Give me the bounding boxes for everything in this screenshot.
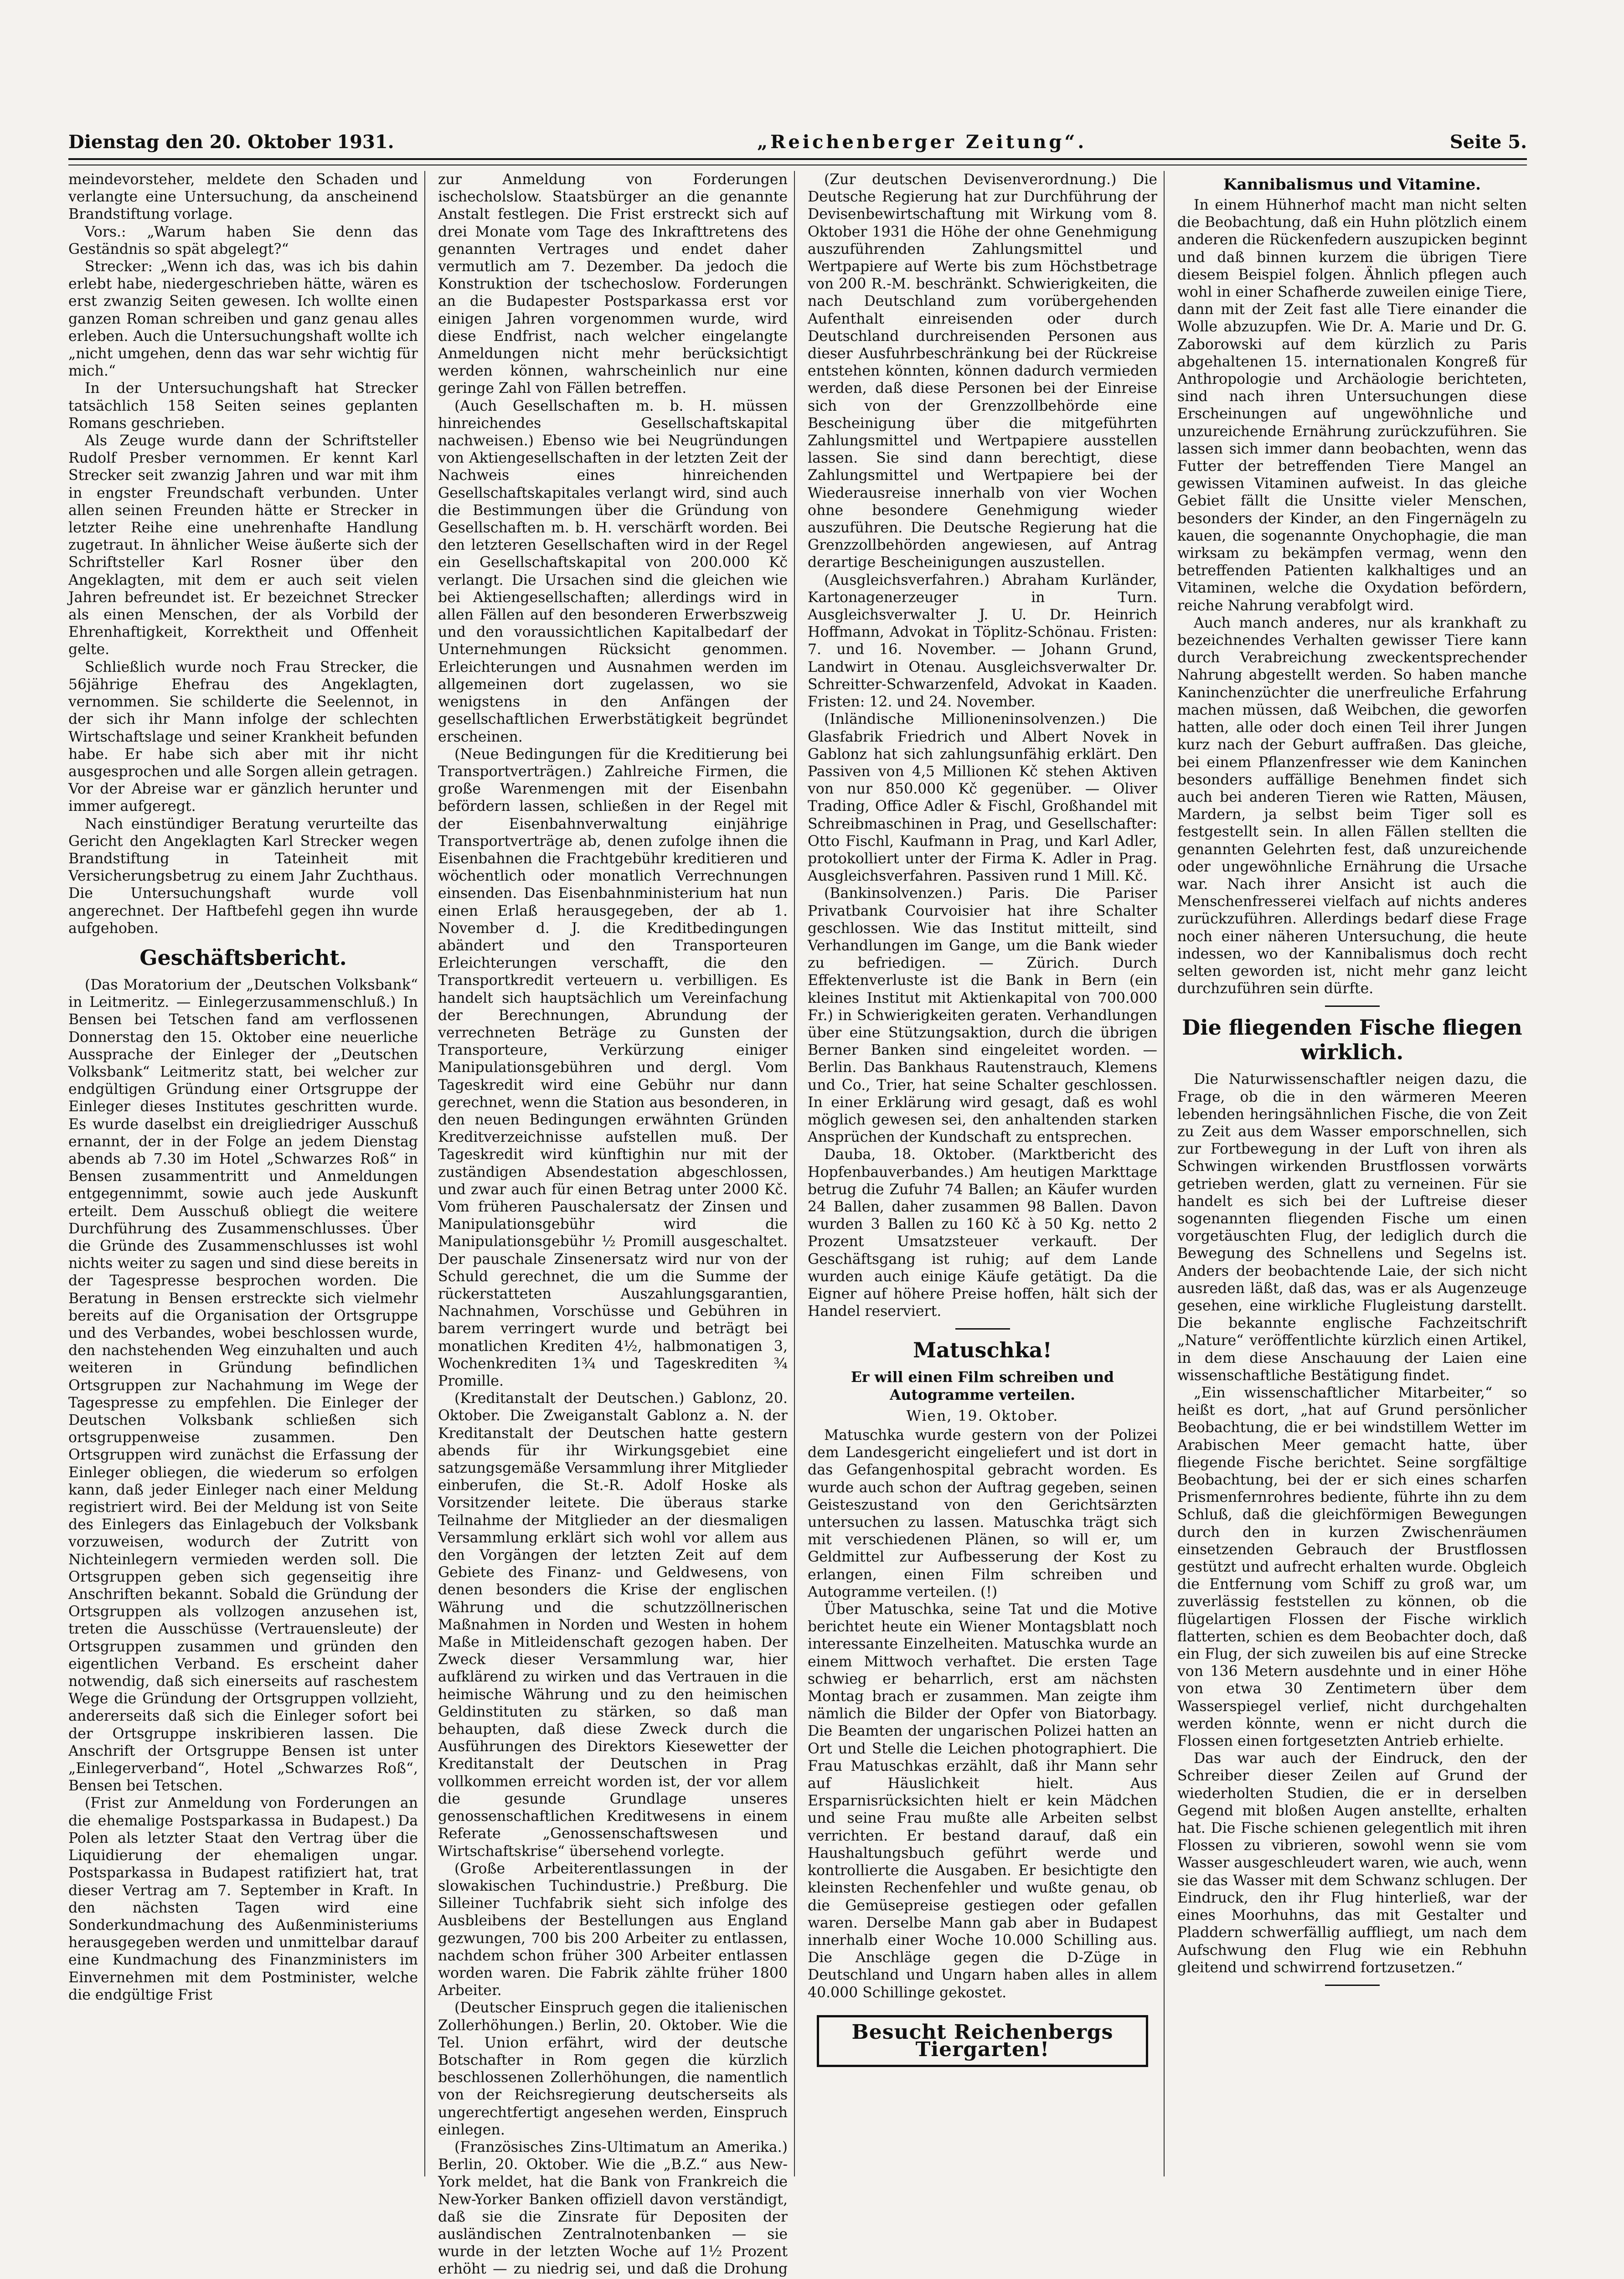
paragraph: In einem Hühnerhof macht man nicht selten die Beobachtung, daß ein Huhn plötzlich einem anderen die Rückenfedern auszupicken beginnt und daß binnen kurzem die übrigen Tiere diesem Beispiel folgen. Ähnlich pflegen auch wohl in einer Schafherde zuweilen einige Tiere, dann mit der Zeit fast alle Tiere einander die Wolle abzuzupfen. Wie Dr. A. Marie und Dr. G. Zaborowski auf dem kürzlich zu Paris abgehaltenen 15. internationalen Kongreß für Anthropologie und Archäologie berichteten, sind nach ihren Untersuchungen diese Erscheinungen auf ungewöhnliche und unzureichende Ernährung zurückzuführen. Sie lassen sich immer dann beobachten, wenn das Futter der betreffenden Tiere Mangel an gewissen Vitaminen aufweist. In das gleiche Gebiet fällt die Unsitte vieler Menschen, besonders der Kinder, an den Fingernägeln zu kauen, die sogenannte Onychophagie, die man wirksam zu bekämpfen vermag, wenn den betreffenden Patienten kalkhaltiges und an Vitaminen, welche die Oxydation befördern, reiche Nahrung verabfolgt wird.	[1177, 197, 1527, 614]
section-heading: Geschäftsbericht.	[139, 945, 347, 970]
article-heading: Die fliegenden Fische fliegen wirklich.	[1182, 1015, 1522, 1065]
separator	[955, 1328, 1010, 1330]
page-number: Seite 5.	[1449, 131, 1527, 153]
article-heading: Kannibalismus und Vitamine.	[1223, 175, 1481, 194]
paragraph: (Zur deutschen Devisenverordnung.) Die Deutsche Regierung hat zur Durchführung der Devisenbewirtschaftung mit Wirkung vom 8. Oktober 1931 die Höhe der ohne Genehmigung auszuführenden Zahlungsmittel und Wertpapiere auf Werte bis zum Höchstbetrage von 200 R.-M. beschränkt. Schwierigkeiten, die nach Deutschland zum vorübergehenden Aufenthalt einreisenden oder durch Deutschland durchreisenden Personen aus dieser Ausfuhrbeschränkung bei der Rückreise entstehen könnten, können dadurch vermieden werden, daß diese Personen bei der Einreise sich von der Grenzzollbehörde eine Bescheinigung über die mitgeführten Zahlungsmittel und Wertpapiere ausstellen lassen. Sie sind dann berechtigt, diese Zahlungsmittel und Wertpapiere bei der Wiederausreise innerhalb von vier Wochen ohne besondere Genehmigung wieder auszuführen. Die Deutsche Regierung hat die Grenzzollbehörden angewiesen, auf Antrag derartige Bescheinigungen auszustellen.	[808, 171, 1157, 571]
paragraph: Schließlich wurde noch Frau Strecker, die 56jährige Ehefrau des Angeklagten, vernommen. Sie schilderte die Seelennot, in der sich ihr Mann infolge der schlechten Wirtschaftslage und seiner Krankheit befunden habe. Er habe sich aber mit ihr nicht ausgesprochen und alle Sorgen allein getragen. Vor der Abreise war er gänzlich herunter und immer aufgeregt.	[68, 659, 418, 815]
paragraph: (Französisches Zins-Ultimatum an Amerika.) Berlin, 20. Oktober. Wie die „B.Z.“ aus New-York meldet, hat die Bank von Frankreich die New-Yorker Banken offiziell davon verständigt, daß sie die Zinsrate für Depositen der ausländischen Zentralnotenbanken — sie wurde in der letzten Woche auf 1½ Prozent erhöht — zu niedrig sei, und daß die Drohung	[438, 2139, 788, 2278]
paragraph: Dauba, 18. Oktober. (Marktbericht des Hopfenbauverbandes.) Am heutigen Markttage betrug die Zufuhr 74 Ballen; an Käufer wurden 24 Ballen, daher zusammen 98 Ballen. Davon wurden 3 Ballen zu 160 Kč à 50 Kg. netto 2 Prozent Umsatzsteuer verkauft. Der Geschäftsgang ist ruhig; auf dem Lande wurden auch einige Käufe getätigt. Da die Eigner auf höhere Preise hoffen, hält sich der Handel reserviert.	[808, 1146, 1157, 1320]
separator	[1325, 1005, 1380, 1007]
paragraph: „Ein wissenschaftlicher Mitarbeiter,“ so heißt es dort, „hat auf Grund persönlicher Beobachtung, die er bei windstillem Wetter im Arabischen Meer gemacht hatte, über fliegende Fische berichtet. Seine sorgfältige Beobachtung, bei der er sich eines scharfen Prismenfernrohres bediente, führte ihn zu dem Schluß, daß die gleichförmigen Bewegungen durch den in kurzen Zwischenräumen einsetzenden Gebrauch der Brustflossen gestützt und aufrecht erhalten wurde. Obgleich die Entfernung vom Schiff zu groß war, um zuverlässig feststellen zu können, ob die flügelartigen Flossen der Fische wirklich flatterten, schien es dem Beobachter doch, daß ein Flug, der sich zuweilen bis auf eine Strecke von 136 Metern ausdehnte und in einer Höhe von etwa 30 Zentimetern über dem Wasserspiegel verlief, nicht durchgehalten werden könnte, wenn er nicht durch die Flossen einen fortgesetzten Antrieb erhielte.	[1177, 1385, 1527, 1750]
paragraph: (Große Arbeiterentlassungen in der slowakischen Tuchindustrie.) Preßburg. Die Silleiner Tuchfabrik sieht sich infolge des Ausbleibens der Bestellungen aus England gezwungen, 700 bis 200 Arbeiter zu entlassen, nachdem schon früher 300 Arbeiter entlassen worden waren. Die Fabrik zählte früher 1800 Arbeiter.	[438, 1860, 788, 1999]
dateline: Wien, 19. Oktober.	[906, 1408, 1059, 1424]
column-4	[1177, 171, 1527, 2176]
advertisement: Besucht Reichenbergs Tiergarten!	[817, 2015, 1148, 2067]
paragraph: In der Untersuchungshaft hat Strecker tatsächlich 158 Seiten seines geplanten Romans geschrieben.	[68, 380, 418, 432]
paragraph: (Das Moratorium der „Deutschen Volksbank“ in Leitmeritz. — Einlegerzusammenschluß.) In Bensen bei Tetschen fand am verflossenen Donnerstag den 15. Oktober eine neuerliche Aussprache der Einleger der „Deutschen Volksbank“ Leitmeritz statt, bei welcher zur endgültigen Gründung einer Ortsgruppe der Einleger dieses Institutes geschritten wurde. Es wurde daselbst ein dreigliedriger Ausschuß ernannt, der in der Folge an jedem Dienstag abends ab 7.30 im Hotel „Schwarzes Roß“ in Bensen zusammentritt und Anmeldungen entgegennimmt, sowie auch jede Auskunft erteilt. Dem Ausschuß obliegt die weitere Durchführung des Zusammenschlusses. Über die Gründe des Zusammenschlusses ist wohl nichts weiter zu sagen und sind diese bereits in der Tagespresse besprochen worden. Die Beratung in Bensen erstreckte sich vielmehr bereits auf die Organisation der Ortsgruppe und des Verbandes, wobei beschlossen wurde, den nachstehenden Weg einzuhalten und auch weiteren in Gründung befindlichen Ortsgruppen zur Nachahmung im Wege der Tagespresse zu empfehlen. Die Einleger der Deutschen Volksbank schließen sich ortsgruppenweise zusammen. Den Ortsgruppen wird zunächst die Erfassung der Einleger obliegen, die wiederum so erfolgen kann, daß jeder Einleger nach einer Meldung registriert wird. Bei der Meldung ist von Seite des Einlegers das Einlagebuch der Volksbank vorzuweisen, wodurch der Zutritt von Nichteinlegern vermieden werden soll. Die Ortsgruppen geben sich gegenseitig ihre Anschriften bekannt. Sobald die Gründung der Ortsgruppen als vollzogen anzusehen ist, treten die Ausschüsse (Vertrauensleute) der Ortsgruppen zusammen und gründen den eigentlichen Verband. Es erscheint daher notwendig, daß sich einerseits auf raschestem Wege die Gründung der Ortsgruppen vollzieht, andererseits daß sich die Einleger sofort bei der Ortsgruppe inskribieren lassen. Die Anschrift der Ortsgruppe Bensen ist unter „Einlegerverband“, Hotel „Schwarzes Roß“, Bensen bei Tetschen.	[68, 976, 418, 1794]
paragraph: zur Anmeldung von Forderungen ischecholslow. Staatsbürger an die genannte Anstalt festlegen. Die Frist erstreckt sich auf drei Monate vom Tage des Inkrafttretens des genannten Vertrages und endet daher vermutlich am 7. Dezember. Da jedoch die Konstruktion der tschechoslow. Forderungen an die Budapester Postsparkassa erst vor einigen Jahren vorgenommen wurde, wird diese Endfrist, nach welcher eingelangte Anmeldungen nicht mehr berücksichtigt werden können, wahrscheinlich nur eine geringe Zahl von Fällen betreffen.	[438, 171, 788, 397]
paragraph: (Inländische Millioneninsolvenzen.) Die Glasfabrik Friedrich und Albert Novek in Gablonz hat sich zahlungsunfähig erklärt. Den Passiven von 4,5 Millionen Kč stehen Aktiven von nur 850.000 Kč gegenüber. — Oliver Trading, Office Adler & Fischl, Großhandel mit Schreibmaschinen in Prag, und Gesellschafter: Otto Fischl, Kaufmann in Prag, und Karl Adler, protokolliert unter der Firma K. Adler in Prag. Ausgleichsverfahren. Passiven rund 1 Mill. Kč.	[808, 711, 1157, 885]
paragraph: (Kreditanstalt der Deutschen.) Gablonz, 20. Oktober. Die Zweiganstalt Gablonz a. N. der Kreditanstalt der Deutschen hatte gestern abends für ihr Wirkungsgebiet eine satzungsgemäße Versammlung ihrer Mitglieder einberufen, die St.-R. Adolf Hoske als Vorsitzender leitete. Die überaus starke Teilnahme der Mitglieder an der diesmaligen Versammlung erklärt sich wohl vor allem aus den Vorgängen der letzten Zeit auf dem Gebiete des Finanz- und Geldwesens, von denen besonders die Krise der englischen Währung und die schutzzöllnerischen Maßnahmen in Norden und Westen in hohem Maße in Mitleidenschaft gezogen haben. Der Zweck dieser Versammlung war, hier aufklärend zu wirken und das Vertrauen in die heimische Währung und zu den heimischen Geldinstituten zu stärken, so daß man behaupten, daß diese Zweck durch die Ausführungen des Direktors Kiesewetter der Kreditanstalt der Deutschen in Prag vollkommen erreicht worden ist, der vor allem die gesunde Grundlage unseres genossenschaftlichen Kreditwesens in einem Referate „Genossenschaftswesen und Wirtschaftskrise“ übersehend vorlegte.	[438, 1390, 788, 1860]
column-1	[68, 171, 425, 2176]
paper-title: „Reichenberger Zeitung“.	[757, 131, 1087, 153]
masthead	[68, 121, 1527, 153]
paragraph: meindevorsteher, meldete den Schaden und verlangte eine Untersuchung, da anscheinend Brandstiftung vorlage.	[68, 171, 418, 223]
paragraph: Über Matuschka, seine Tat und die Motive berichtet heute ein Wiener Montagsblatt noch interessante Einzelheiten. Matuschka wurde an einem Mittwoch verhaftet. Die ersten Tage schwieg er beharrlich, erst am nächsten Montag brach er zusammen. Man zeigte ihm nämlich die Bilder der Opfer von Biatorbagy. Die Beamten der ungarischen Polizei hatten an Ort und Stelle die Leichen photographiert. Die Frau Matuschkas erzählt, daß ihr Mann sehr auf Häuslichkeit hielt. Aus Ersparnisrücksichten hielt er kein Mädchen und seine Frau mußte alle Arbeiten selbst verrichten. Er bestand darauf, daß ein Haushaltungsbuch geführt werde und kontrollierte die Ausgaben. Er besichtigte den kleinsten Rechenfehler und wußte genau, ob die Gemüsepreise gestiegen oder gefallen waren. Derselbe Mann gab aber in Budapest innerhalb einer Woche 10.000 Schilling aus. Die Anschläge gegen die D-Züge in Deutschland und Ungarn haben alles in allem 40.000 Schillinge gekostet.	[808, 1601, 1157, 2001]
paragraph: (Bankinsolvenzen.) Paris. Die Pariser Privatbank Courvoisier hat ihre Schalter geschlossen. Wie das Institut mitteilt, sind Verhandlungen im Gange, um die Bank wieder zu befriedigen. — Zürich. Durch Effektenverluste ist die Bank in Bern (ein kleines Institut mit Aktienkapital von 700.000 Fr.) in Schwierigkeiten geraten. Verhandlungen über eine Stützungsaktion, durch die übrigen Berner Banken sind eingeleitet worden. — Berlin. Das Bankhaus Rautenstrauch, Klemens und Co., Trier, hat seine Schalter geschlossen. In einer Erklärung wird gesagt, daß es wohl möglich gewesen sei, den anhaltenden starken Ansprüchen der Kundschaft zu entsprechen.	[808, 885, 1157, 1146]
separator	[1325, 1985, 1380, 1986]
column-2	[438, 171, 795, 2278]
paragraph: Als Zeuge wurde dann der Schriftsteller Rudolf Presber vernommen. Er kennt Karl Strecker seit zwanzig Jahren und war mit ihm in engster Freundschaft verbunden. Unter allen seinen Freunden hätte er Strecker in letzter Reihe eine unehrenhafte Handlung zugetraut. In ähnlicher Weise äußerte sich der Schriftsteller Karl Rosner über den Angeklagten, mit dem er auch seit vielen Jahren befreundet ist. Er bezeichnet Strecker als einen Menschen, der als Vorbild der Ehrenhaftigkeit, Korrektheit und Offenheit gelte.	[68, 433, 418, 658]
paragraph: Nach einstündiger Beratung verurteilte das Gericht den Angeklagten Karl Strecker wegen Brandstiftung in Tateinheit mit Versicherungsbetrug zu einem Jahr Zuchthaus. Die Untersuchungshaft wurde voll angerechnet. Der Haftbefehl gegen ihn wurde aufgehoben.	[68, 815, 418, 937]
paragraph: (Deutscher Einspruch gegen die italienischen Zollerhöhungen.) Berlin, 20. Oktober. Wie die Tel. Union erfährt, wird der deutsche Botschafter in Rom gegen die kürzlich beschlossenen Zollerhöhungen, die namentlich von der Reichsregierung deutscherseits als ungerechtfertigt angesehen werden, Einspruch einlegen.	[438, 2000, 788, 2138]
issue-date: Dienstag den 20. Oktober 1931.	[68, 131, 394, 153]
paragraph: Vors.: „Warum haben Sie denn das Geständnis so spät abgelegt?“	[68, 223, 418, 258]
paragraph: (Neue Bedingungen für die Kreditierung bei Transportverträgen.) Zahlreiche Firmen, die große Warenmengen mit der Eisenbahn befördern lassen, schließen in der Regel mit der Eisenbahnverwaltung einjährige Transportverträge ab, denen zufolge ihnen die Eisenbahnen die Frachtgebühr kreditieren und wöchentlich oder monatlich Verrechnungen einsenden. Das Eisenbahnministerium hat nun einen Erlaß herausgegeben, der ab 1. November d. J. die Kreditbedingungen abändert und den Transporteuren Erleichterungen verschafft, die den Transportkredit verteuern u. verbilligen. Es handelt sich hauptsächlich um Vereinfachung der Berechnungen, Abrundung der verrechneten Beträge zu Gunsten der Transporteure, Verkürzung einiger Manipulationsgebühren und dergl. Vom Tageskredit wird eine Gebühr nur dann gerechnet, wenn die Station aus besonderen, in den neuen Bedingungen erwähnten Gründen Kreditverzeichnisse aufstellen muß. Der Tageskredit wird künftighin nur mit der zuständigen Absendestation abgeschlossen, und zwar auch für einen Betrag unter 2000 Kč. Vom früheren Pauschalersatz der Zinsen und Manipulationsgebühr wird die Manipulationsgebühr ½ Promill ausgeschaltet. Der pauschale Zinsenersatz wird nur von der Schuld gerechnet, die um die Summe der rückerstatteten Auszahlungsgarantien, Nachnahmen, Vorschüsse und Gebühren in barem verringert wurde und beträgt bei monatlichen Krediten 4½, halbmonatigen 3, Wochenkrediten 1¾ und Tageskrediten ¾ Promille.	[438, 746, 788, 1390]
column-3	[808, 171, 1165, 2176]
paragraph: (Frist zur Anmeldung von Forderungen an die ehemalige Postsparkassa in Budapest.) Da Polen als letzter Staat den Vertrag über die Liquidierung der ehemaligen ungar. Postsparkassa in Budapest ratifiziert hat, trat dieser Vertrag am 7. September in Kraft. In den nächsten Tagen wird eine Sonderkundmachung des Außenministeriums herausgegeben werden und unmittelbar darauf eine Kundmachung des Finanzministers im Einvernehmen mit dem Postminister, welche die endgültige Frist	[68, 1795, 418, 2003]
columns	[68, 171, 1527, 2278]
paragraph: Auch manch anderes, nur als krankhaft zu bezeichnendes Verhalten gewisser Tiere kann durch Verabreichung zweckentsprechender Nahrung abgestellt werden. So haben manche Kaninchenzüchter die unerfreuliche Erfahrung machen müssen, daß Weibchen, die geworfen hatten, alle oder doch einen Teil ihrer Jungen kurz nach der Geburt auffraßen. Das gleiche, bei einem Pflanzenfresser wie dem Kaninchen besonders auffällige Benehmen findet sich auch bei anderen Tieren wie Ratten, Mäusen, Mardern, ja selbst beim Tiger soll es festgestellt sein. In allen Fällen stellten die genannten Gelehrten fest, daß unzureichende oder ungewöhnliche Ernährung die Ursache war. Nach ihrer Ansicht ist auch die Menschenfresserei vielfach auf nichts anderes zurückzuführen. Allerdings bedarf diese Frage noch einer näheren Untersuchung, die heute indessen, wo der Kannibalismus doch recht selten geworden ist, nicht mehr ganz leicht durchzuführen sein dürfte.	[1177, 614, 1527, 997]
newspaper-page	[68, 121, 1527, 2278]
paragraph: Das war auch der Eindruck, den der Schreiber dieser Zeilen auf Grund der wiederholten Studien, die er in derselben Gegend mit bloßen Augen anstellte, erhalten hat. Die Fische schienen gelegentlich mit ihren Flossen zu vibrieren, sowohl wenn sie vom Wasser ausgeschleudert waren, wie auch, wenn sie das Wasser mit dem Schwanz schlugen. Der Eindruck, den ihr Flug hinterließ, war der eines Moorhuhns, das mit Gestalter und Pladdern schwerfällig auffliegt, um nach dem Aufschwung den Flug wie ein Rebhuhn gleitend und schwirrend fortzusetzen.“	[1177, 1750, 1527, 1976]
paragraph: Strecker: „Wenn ich das, was ich bis dahin erlebt habe, niedergeschrieben hätte, wären es erst zwanzig Seiten gewesen. Ich wollte einen ganzen Roman schreiben und ganz genau alles erleben. Auch die Untersuchungshaft wollte ich „nicht umgehen, denn das war sehr wichtig für mich.“	[68, 258, 418, 380]
paragraph: (Ausgleichsverfahren.) Abraham Kurländer, Kartonagenerzeuger in Turn. Ausgleichsverwalter J. U. Dr. Heinrich Hoffmann, Advokat in Töplitz-Schönau. Fristen: 7. und 16. November. — Johann Grund, Landwirt in Otenau. Ausgleichsverwalter Dr. Schreitter-Schwarzenfeld, Advokat in Kaaden. Fristen: 12. und 24. November.	[808, 572, 1157, 711]
masthead-rule	[68, 158, 1527, 165]
paragraph: Matuschka wurde gestern von der Polizei dem Landesgericht eingeliefert und ist dort in das Gefangenhospital gebracht worden. Es wurde auch schon der Auftrag gegeben, seinen Geisteszustand von den Gerichtsärzten untersuchen zu lassen. Matuschka trägt sich mit verschiedenen Plänen, so will er, um Geldmittel zur Aufbesserung der Kost zu erlangen, einen Film schreiben und Autogramme verteilen. (!)	[808, 1427, 1157, 1600]
article-heading: Matuschka!	[913, 1338, 1052, 1363]
paragraph: Die Naturwissenschaftler neigen dazu, die Frage, ob die in den wärmeren Meeren lebenden heringsähnlichen Fische, die von Zeit zu Zeit aus dem Wasser emporschnellen, sich zur Fortbewegung in der Luft von ihren als Schwingen wirkenden Brustflossen vorwärts getrieben werden, glatt zu verneinen. Für sie handelt es sich bei der Luftreise dieser sogenannten fliegenden Fische um einen vorgetäuschten Flug, der lediglich durch die Bewegung des Schnellens und Segelns ist. Anders der beobachtende Laie, der sich nicht ausreden läßt, daß das, was er als Augenzeuge gesehen, eine wirkliche Flugleistung darstellt. Die bekannte englische Fachzeitschrift „Nature“ veröffentlichte kürzlich einen Artikel, in dem diese Anschauung der Laien eine wissenschaftliche Bestätigung findet.	[1177, 1071, 1527, 1384]
paragraph: (Auch Gesellschaften m. b. H. müssen hinreichendes Gesellschaftskapital nachweisen.) Ebenso wie bei Neugründungen von Aktiengesellschaften in der letzten Zeit der Nachweis eines hinreichenden Gesellschaftskapitales verlangt wird, sind auch die Bestimmungen über die Gründung von Gesellschaften m. b. H. verschärft worden. Bei den letzteren Gesellschaften wird in der Regel ein Gesellschaftskapital von 200.000 Kč verlangt. Die Ursachen sind die gleichen wie bei Aktiengesellschaften; allerdings wird in allen Fällen auf den besonderen Erwerbszweig und den voraussichtlichen Kapitalbedarf der Unternehmungen Rücksicht genommen. Erleichterungen und Ausnahmen werden im allgemeinen dort zugelassen, wo sie wenigstens in den Anfängen der gesellschaftlichen Erwerbstätigkeit begründet erscheinen.	[438, 397, 788, 745]
article-subheading: Er will einen Film schreiben und Autogramme verteilen.	[851, 1369, 1114, 1403]
